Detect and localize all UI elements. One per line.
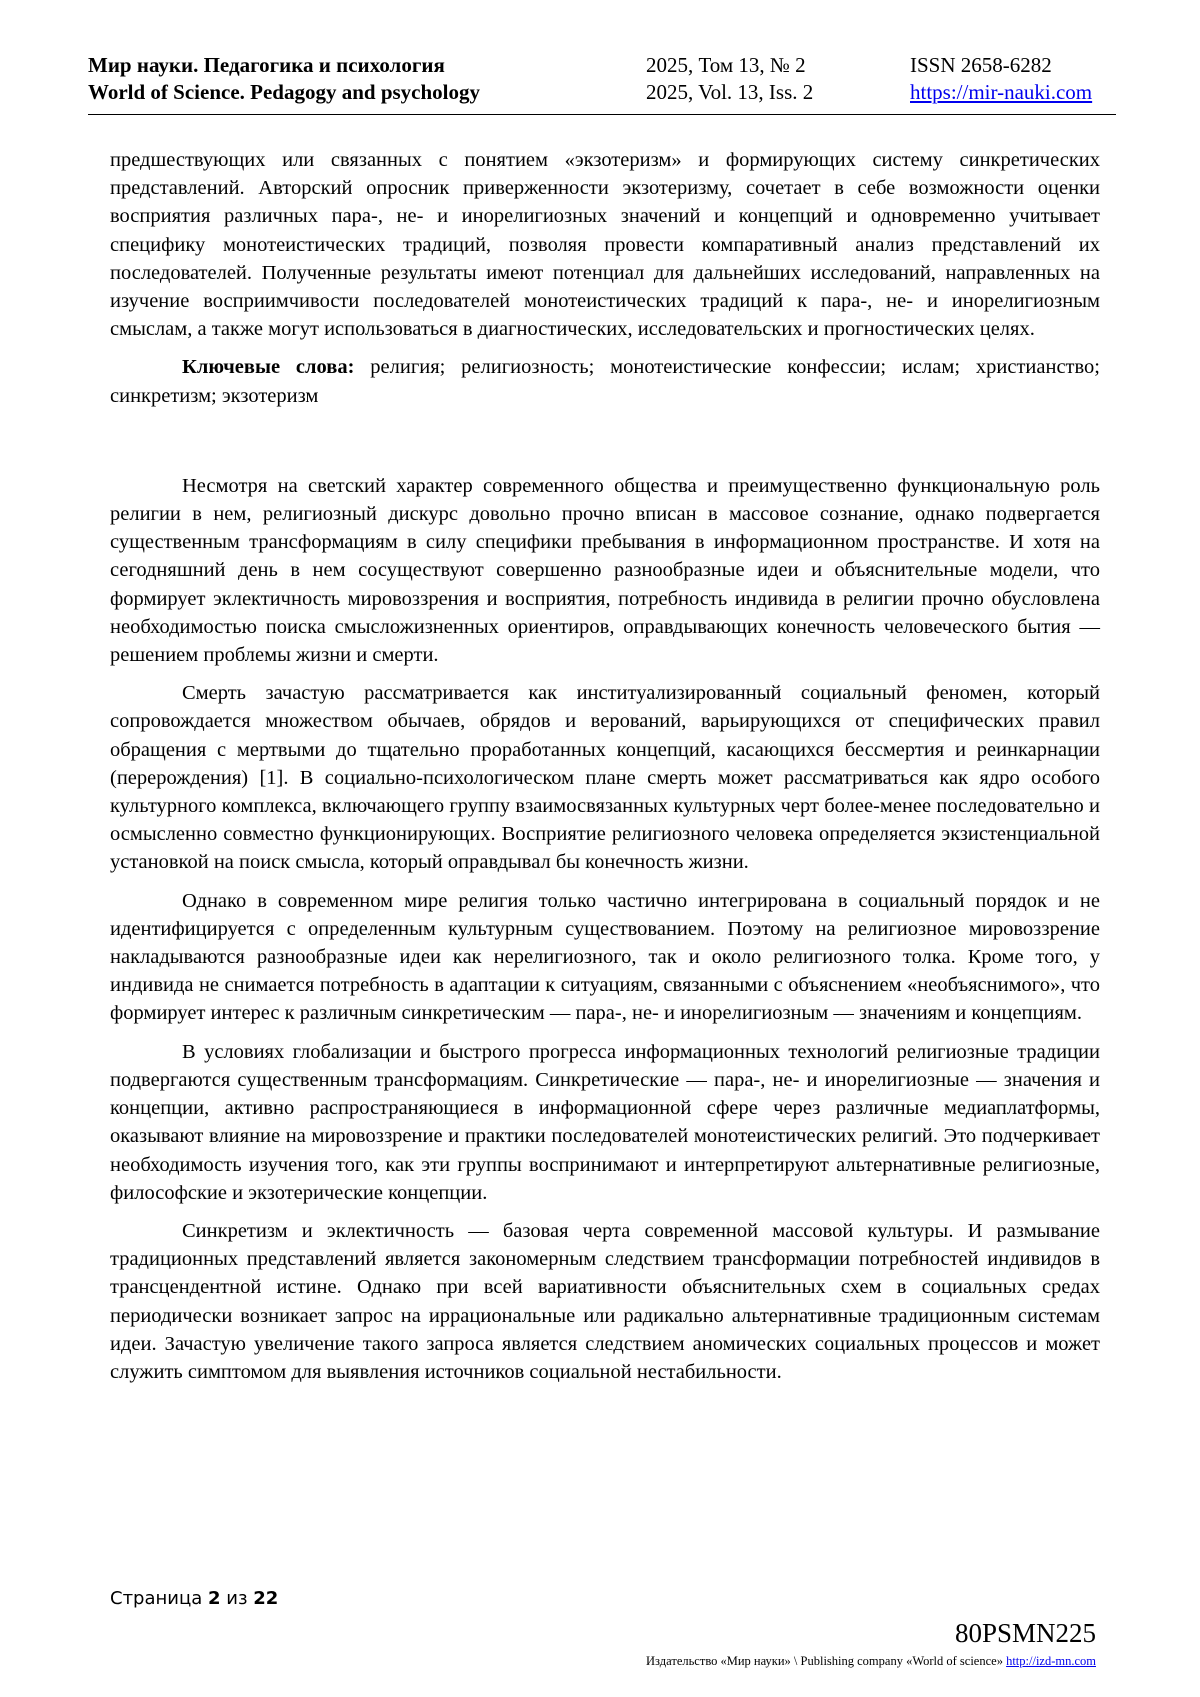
abstract-continuation: предшествующих или связанных с понятием «экзотеризм» и формирующих систему синкретических представлений. Авторский опросник приверженности экзотеризму, сочетает в себе возможности оценки восприятия различных пара-, не- и инорелигиозных значений и концепций и одновременно учитывает специфику монотеистических традиций, позволяя провести компаративный анализ представлений их последователей. Полученные результаты имеют потенциал для дальнейших исследований, направленных на изучение восприимчивости последователей монотеистических традиций к пара-, не- и инорелигиозным смыслам, а также могут использоваться в диагностических, исследовательских и прогностических целях. (110, 149, 1100, 341)
body-paragraph-2: Смерть зачастую рассматривается как институализированный социальный феномен, который сопровождается множеством обычаев, обрядов и верований, варьирующихся от специфических правил обращения с мертвыми до тщательно проработанных концепций, касающихся бессмертия и реинкарнации (перерождения) [1]. В социально-психологическом плане смерть может рассматриваться как ядро особого культурного комплекса, включающего группу взаимосвязанных культурных черт более-менее последовательно и осмысленно совместно функционирующих. Восприятие религиозного человека определяется экзистенциальной установкой на поиск смысла, который оправдывал бы конечность жизни. (110, 682, 1100, 874)
keywords (110, 353, 1100, 409)
journal-title-ru: Мир науки. Педагогика и психология (88, 53, 445, 77)
article-body (110, 146, 1100, 1396)
body-paragraph-5: Синкретизм и эклектичность — базовая черта современной массовой культуры. И размывание традиционных представлений является закономерным следствием трансформации потребностей индивидов в трансцендентной истине. Однако при всей вариативности объяснительных схем в социальных средах периодически возникает запрос на иррациональные или радикально альтернативные традиционным системам идеи. Зачастую увеличение такого запроса является следствием аномических социальных процессов и может служить симптомом для выявления источников социальной нестабильности. (110, 1219, 1100, 1383)
page-number (110, 1588, 278, 1609)
body-paragraph-3: Однако в современном мире религия только частично интегрирована в социальный порядок и не идентифицируется с определенным культурным существованием. Поэтому на религиозное мировоззрение накладываются разнообразные идеи как нерелигиозного, так и около религиозного толка. Кроме того, у индивида не снимается потребность в адаптации к ситуациям, связанными с объяснением «необъяснимого», что формирует интерес к различным синкретическим — пара-, не- и инорелигиозным — значениям и концепциям. (110, 889, 1100, 1025)
page-label: Страница (110, 1588, 203, 1609)
page-of: из (226, 1588, 248, 1609)
issn-block (910, 52, 1092, 106)
publisher-link[interactable]: http://izd-mn.com (1006, 1654, 1096, 1668)
page-total: 22 (253, 1588, 279, 1609)
issue-info-ru: 2025, Том 13, № 2 (646, 53, 806, 77)
journal-url-link[interactable]: https://mir-nauki.com (910, 80, 1093, 104)
body-paragraph-1: Несмотря на светский характер современного общества и преимущественно функциональную роль религии в нем, религиозный дискурс довольно прочно вписан в массовое сознание, однако подвергается существенным трансформациям в силу специфики пребывания в информационном пространстве. И хотя на сегодняшний день в нем сосуществуют совершенно разнообразные идеи и объяснительные модели, что формирует эклектичность мировоззрения и восприятия, потребность индивида в религии прочно обусловлена необходимостью поиска смысложизненных ориентиров, оправдывающих конечность человеческого бытия — решением проблемы жизни и смерти. (110, 474, 1100, 667)
keywords-text: религия; религиозность; монотеистические конфессии; ислам; христианство; синкретизм; экзотеризм (110, 356, 1100, 407)
issue-info-block (646, 52, 813, 106)
publisher-text: Издательство «Мир науки» \ Publishing company «World of science» (646, 1654, 1003, 1668)
issn: ISSN 2658-6282 (910, 53, 1052, 77)
page-header (88, 52, 1116, 115)
page-current: 2 (208, 1588, 221, 1609)
journal-title-block (88, 52, 480, 106)
section-spacer (110, 420, 1100, 472)
publisher-line (646, 1654, 1096, 1669)
journal-title-en: World of Science. Pedagogy and psychology (88, 80, 481, 104)
body-paragraph-4: В условиях глобализации и быстрого прогресса информационных технологий религиозные традиции подвергаются существенным трансформациям. Синкретические — пара-, не- и инорелигиозные — значения и концепции, активно распространяющиеся в информационной сфере через различные медиаплатформы, оказывают влияние на мировоззрение и практики последователей монотеистических религий. Это подчеркивает необходимость изучения того, как эти группы воспринимают и интерпретируют альтернативные религиозные, философские и экзотерические концепции. (110, 1040, 1100, 1204)
article-code: 80PSMN225 (954, 1618, 1096, 1648)
issue-info-en: 2025, Vol. 13, Iss. 2 (646, 80, 814, 104)
keywords-label: Ключевые слова: (182, 356, 355, 379)
